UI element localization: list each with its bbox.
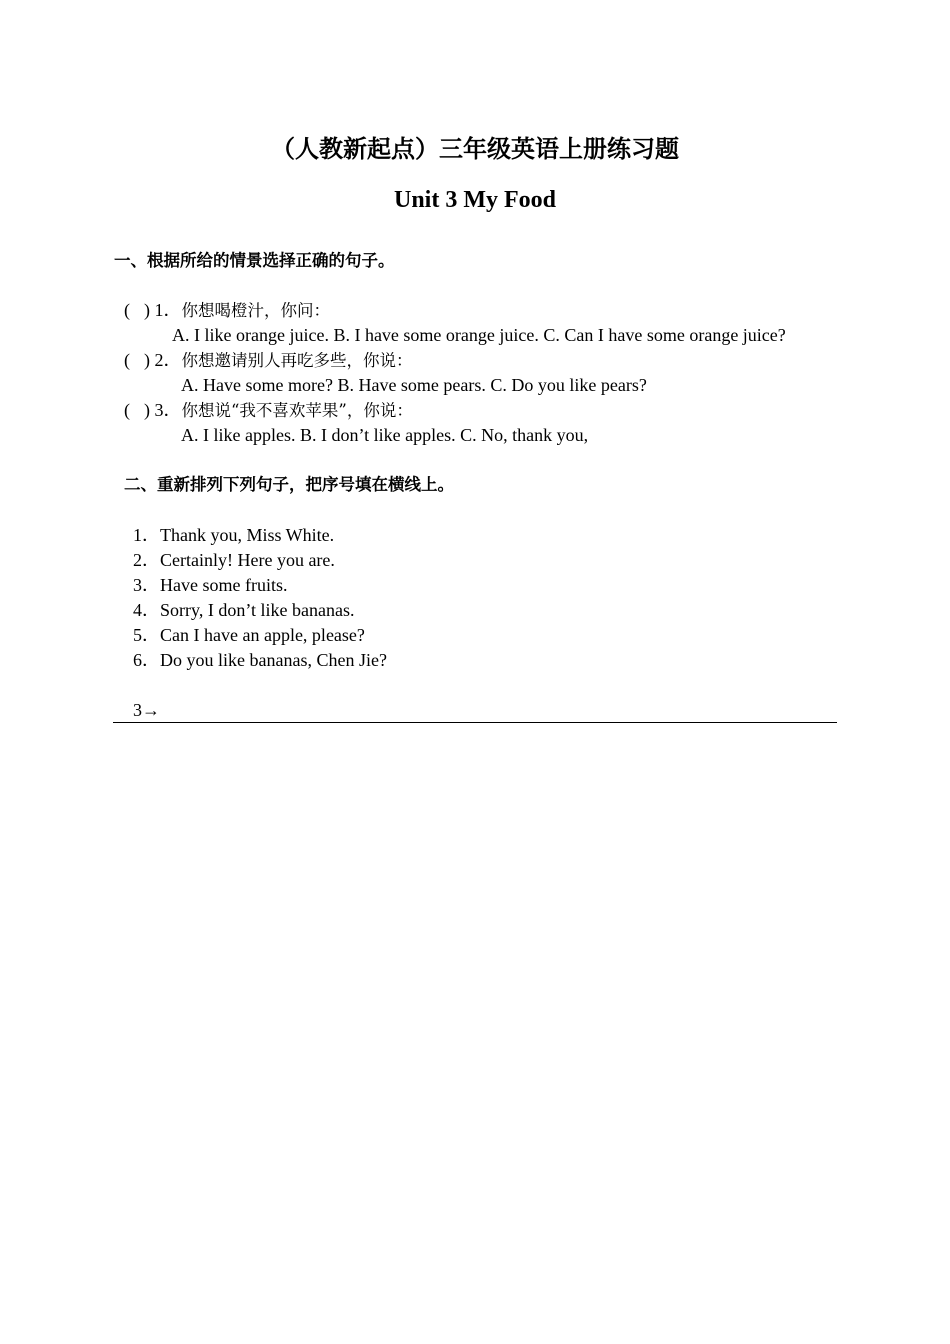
page-title-chinese: （人教新起点）三年级英语上册练习题	[271, 135, 679, 163]
section-1-heading: 一、根据所给的情景选择正确的句子。	[114, 251, 395, 270]
question-2	[124, 348, 413, 373]
list-item: 4．Sorry, I don’t like bananas.	[133, 600, 355, 620]
list-item: 2．Certainly! Here you are.	[133, 550, 335, 570]
question-prompt: 你想喝橙汁，你问：	[181, 301, 330, 320]
question-1	[124, 298, 330, 323]
answer-blank-1[interactable]: ( )	[124, 300, 150, 320]
question-1-options: A. I like orange juice. B. I have some orange juice. C. Can I have some orange juice?	[172, 325, 786, 345]
list-item: 1．Thank you, Miss White.	[133, 525, 335, 545]
question-3-options: A. I like apples. B. I don’t like apples. C. No, thank you,	[181, 425, 589, 445]
question-number: 3．	[154, 400, 182, 420]
list-item: 6．Do you like bananas, Chen Jie?	[133, 650, 387, 670]
section-2-heading: 二、重新排列下列句子，把序号填在横线上。	[124, 475, 454, 494]
question-number: 2．	[154, 350, 182, 370]
answer-blank-3[interactable]: ( )	[124, 400, 150, 420]
list-item: 3．Have some fruits.	[133, 575, 288, 595]
answer-line[interactable]	[113, 722, 837, 723]
list-item: 5．Can I have an apple, please?	[133, 625, 365, 645]
question-2-options: A. Have some more? B. Have some pears. C. Do you like pears?	[181, 375, 647, 395]
question-number: 1．	[154, 300, 182, 320]
question-3	[124, 398, 413, 423]
question-prompt: 你想邀请别人再吃多些，你说：	[181, 351, 413, 370]
answer-sequence-prefix: 3→	[133, 700, 160, 720]
question-prompt: 你想说“我不喜欢苹果”，你说：	[181, 401, 413, 420]
answer-blank-2[interactable]: ( )	[124, 350, 150, 370]
page-title-english: Unit 3 My Food	[394, 187, 556, 213]
